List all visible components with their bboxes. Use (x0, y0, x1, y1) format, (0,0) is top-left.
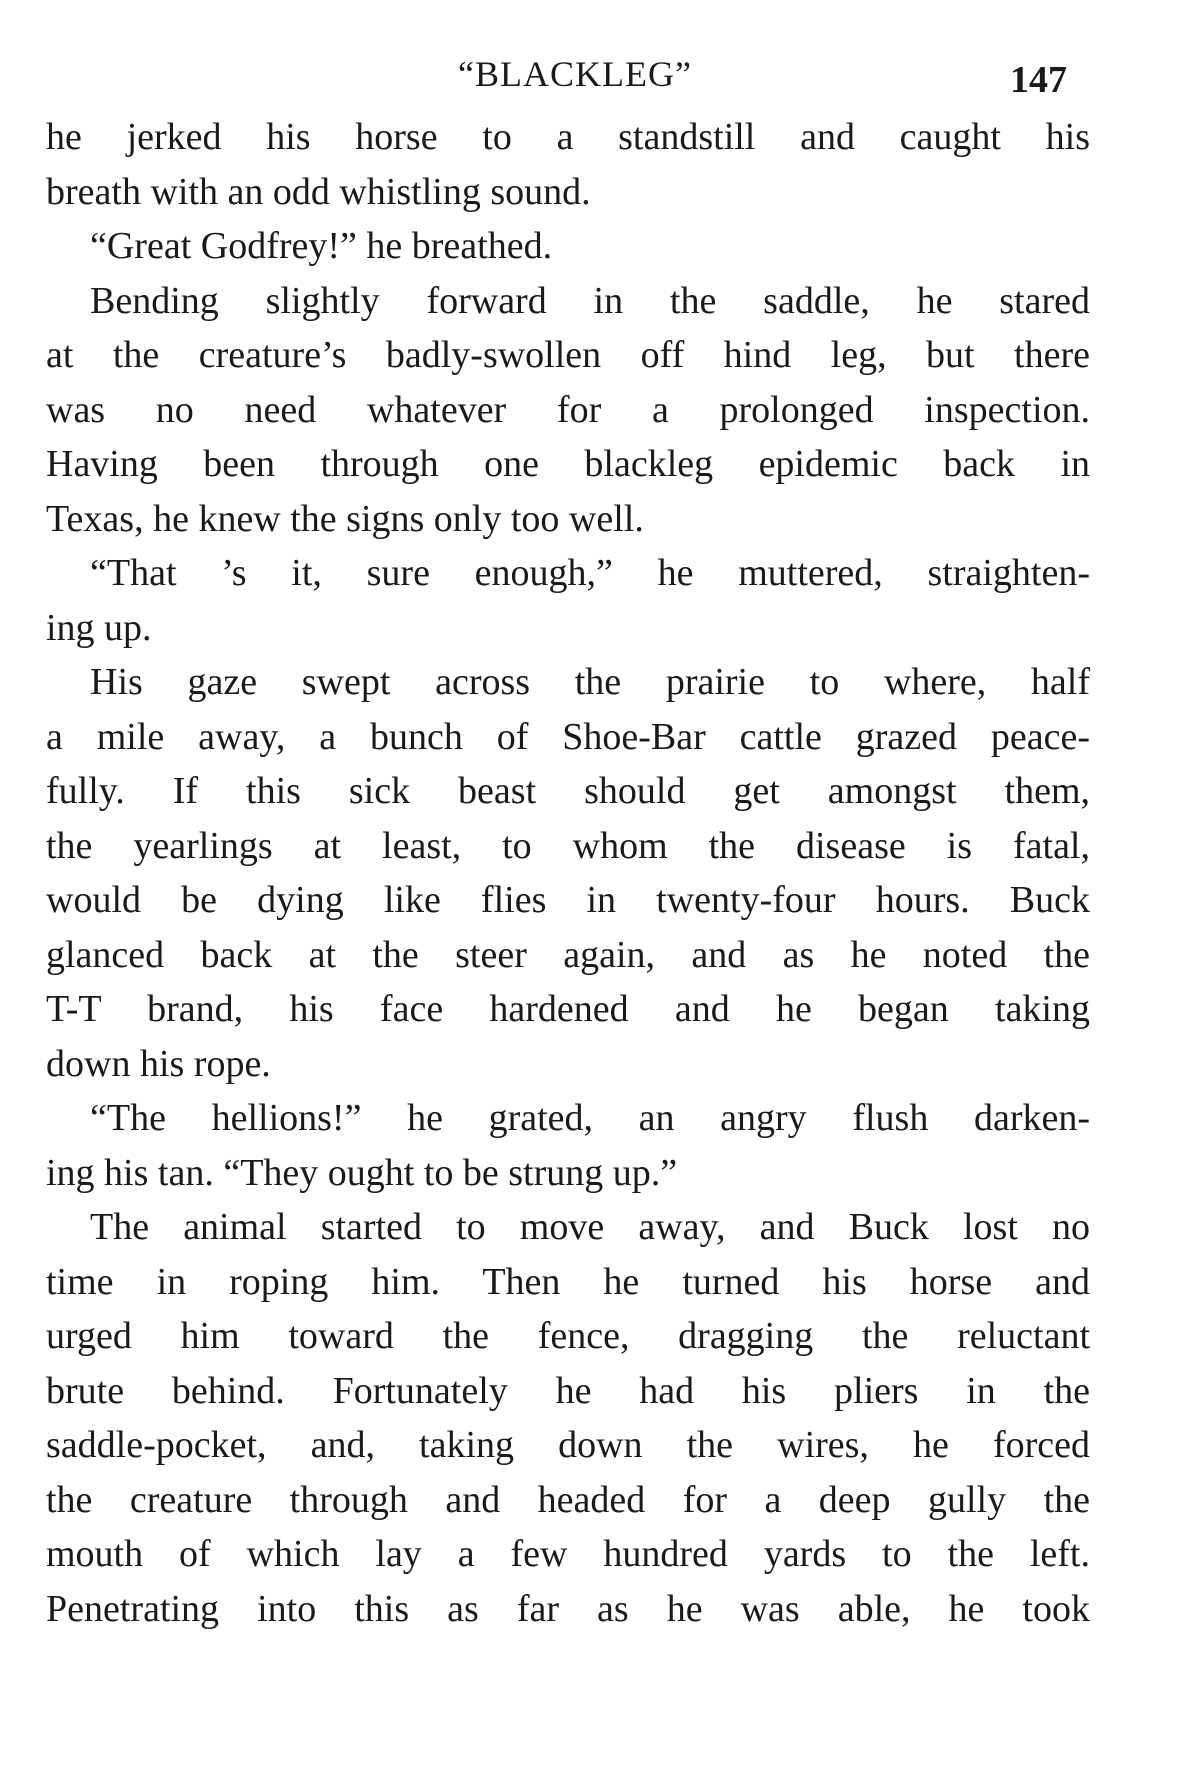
running-head (0, 44, 1181, 104)
text-line: time in roping him. Then he turned his horse and (46, 1260, 1090, 1303)
text-line: Having been through one blackleg epidemic back in (46, 443, 1090, 485)
text-line: ing up. (46, 606, 152, 649)
text-line: a mile away, a bunch of Shoe-Bar cattle grazed peace- (46, 715, 1090, 758)
text-line: His gaze swept across the prairie to where, half (90, 661, 1090, 703)
text-line: “Great Godfrey!” he breathed. (90, 225, 553, 267)
text-line: urged him toward the fence, dragging the reluctant (46, 1315, 1090, 1357)
text-line: down his rope. (46, 1042, 271, 1085)
text-line: mouth of which lay a few hundred yards to the left. (46, 1533, 1090, 1575)
text-line: Bending slightly forward in the saddle, he stared (90, 279, 1090, 322)
text-line: “The hellions!” he grated, an angry flush darken- (90, 1097, 1090, 1139)
page-number: 147 (1010, 59, 1067, 101)
text-line: the creature through and headed for a deep gully the (46, 1478, 1090, 1521)
text-line: The animal started to move away, and Buck lost no (90, 1206, 1090, 1248)
text-line: he jerked his horse to a standstill and caught his (46, 116, 1090, 158)
text-line: the yearlings at least, to whom the disease is fatal, (46, 824, 1090, 867)
text-line: “That ’s it, sure enough,” he muttered, straighten- (90, 552, 1090, 594)
text-line: fully. If this sick beast should get amongst them, (46, 770, 1090, 812)
text-line: was no need whatever for a prolonged inspection. (46, 388, 1090, 431)
text-line: at the creature’s badly-swollen off hind leg, but there (46, 334, 1090, 376)
running-title: “BLACKLEG” (458, 54, 692, 94)
text-line: Penetrating into this as far as he was able, he took (46, 1587, 1090, 1630)
text-line: brute behind. Fortunately he had his pliers in the (46, 1369, 1090, 1412)
text-line: breath with an odd whistling sound. (46, 170, 591, 213)
text-line: ing his tan. “They ought to be strung up.” (46, 1151, 678, 1194)
text-line: glanced back at the steer again, and as he noted the (46, 933, 1090, 976)
text-line: saddle-pocket, and, taking down the wires, he forced (46, 1424, 1090, 1466)
text-line: would be dying like flies in twenty-four hours. Buck (46, 879, 1090, 921)
text-line: T-T brand, his face hardened and he began taking (46, 988, 1090, 1030)
text-line: Texas, he knew the signs only too well. (46, 497, 644, 540)
body-text (46, 110, 1090, 1636)
